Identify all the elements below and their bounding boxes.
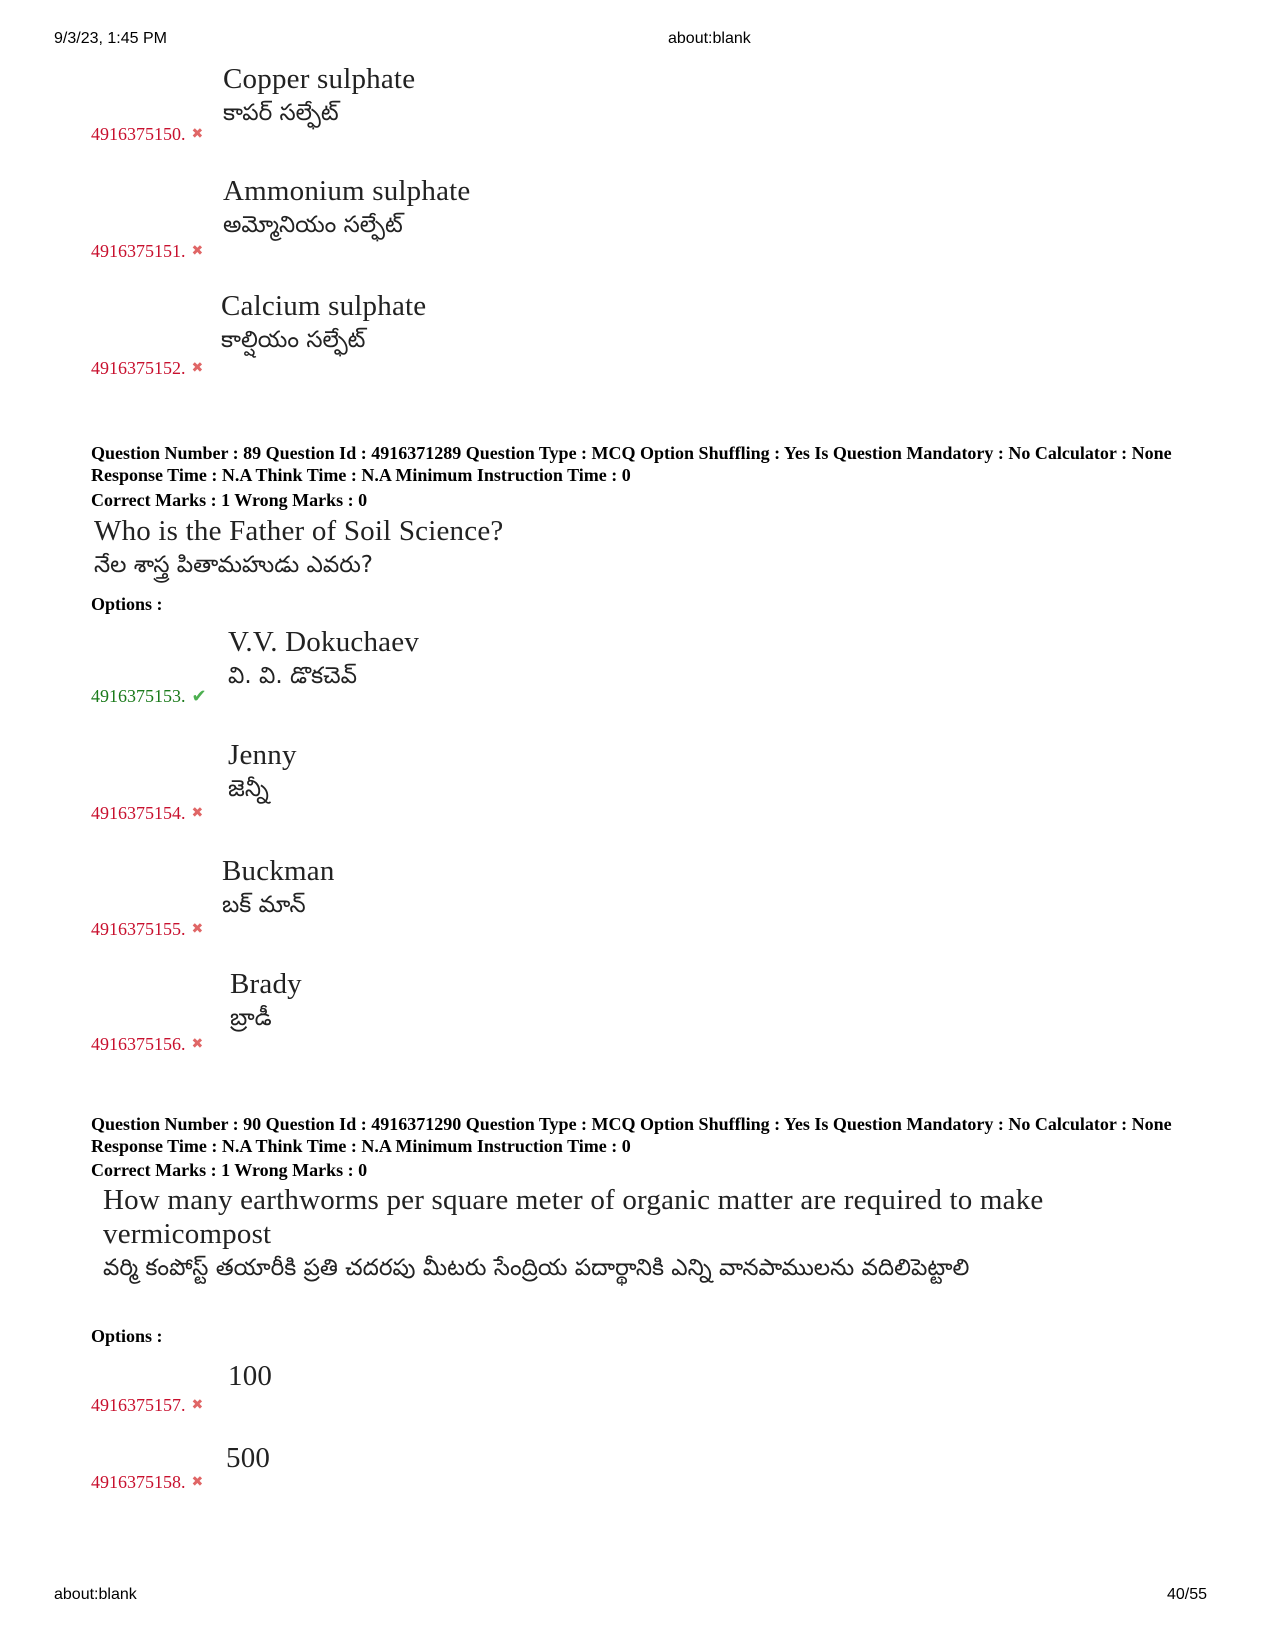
option-id: 4916375158. ✖: [91, 1472, 204, 1492]
question-english-line2: vermicompost: [103, 1218, 272, 1250]
option-id: 4916375150. ✖: [91, 124, 204, 144]
wrong-mark-icon: ✖: [191, 805, 204, 821]
option-telugu: అమ్మోనియం సల్ఫేట్: [223, 212, 403, 238]
wrong-mark-icon: ✖: [191, 1474, 204, 1490]
option-telugu: కాపర్ సల్ఫేట్: [223, 100, 339, 126]
option-english: Buckman: [222, 855, 335, 887]
option-text: [223, 62, 415, 130]
option-telugu: జెన్నీ: [228, 776, 269, 802]
question-marks: Correct Marks : 1 Wrong Marks : 0: [91, 490, 368, 510]
option-text: [230, 967, 302, 1035]
option-id: 4916375153. ✔: [91, 686, 207, 707]
page-number: 40/55: [1167, 1586, 1208, 1603]
question-english-line1: How many earthworms per square meter of organic matter are required to make: [103, 1184, 1044, 1216]
print-datetime: 9/3/23, 1:45 PM: [54, 30, 167, 47]
option-telugu: వి. వి. డొకచెవ్: [228, 663, 357, 689]
option-id: 4916375154. ✖: [91, 803, 204, 823]
option-english: Calcium sulphate: [221, 290, 427, 322]
wrong-mark-icon: ✖: [191, 1036, 204, 1052]
question-english: Who is the Father of Soil Science?: [94, 515, 504, 547]
wrong-mark-icon: ✖: [191, 1397, 204, 1413]
question-telugu: నేల శాస్త్ర పితామహుడు ఎవరు?: [94, 552, 373, 578]
option-id: 4916375157. ✖: [91, 1395, 204, 1415]
option-text: [228, 625, 419, 693]
option-text: [221, 289, 426, 357]
correct-check-icon: ✔: [191, 686, 207, 707]
footer-url: about:blank: [54, 1586, 137, 1603]
option-id: 4916375156. ✖: [91, 1034, 204, 1054]
question-text: [103, 1183, 1043, 1285]
option-id: 4916375155. ✖: [91, 919, 204, 939]
print-url: about:blank: [668, 30, 751, 47]
option-id: 4916375152. ✖: [91, 358, 204, 378]
wrong-mark-icon: ✖: [191, 360, 204, 376]
option-text: [228, 738, 297, 806]
option-id: 4916375151. ✖: [91, 241, 204, 261]
option-text: [222, 854, 335, 922]
question-text: [94, 514, 503, 582]
option-text: [223, 174, 470, 242]
option-english: Copper sulphate: [223, 63, 416, 95]
wrong-mark-icon: ✖: [191, 921, 204, 937]
option-telugu: కాల్షియం సల్ఫేట్: [221, 327, 366, 353]
option-telugu: బ్రాడీ: [230, 1005, 272, 1031]
option-english: Brady: [230, 968, 302, 1000]
wrong-mark-icon: ✖: [191, 243, 204, 259]
option-telugu: బక్ మాన్: [222, 892, 306, 918]
question-meta: Question Number : 90 Question Id : 4916371290 Question Type : MCQ Option Shuffling : Yes Is Question Mandatory : No Calculator : None Response Time : N.A Think Time : N.A Minimum Instruction Time : 0: [91, 1114, 1172, 1156]
option-english: Jenny: [228, 739, 297, 771]
option-english: Ammonium sulphate: [223, 175, 471, 207]
option-text: [226, 1441, 270, 1475]
options-label: Options :: [91, 594, 163, 614]
question-telugu: వర్మి కంపోస్ట్ తయారీకి ప్రతి చదరపు మీటరు సేంద్రియ పదార్థానికి ఎన్ని వానపాములను వదిలిపెట్టాలి: [103, 1255, 970, 1281]
wrong-mark-icon: ✖: [191, 126, 204, 142]
option-english: 500: [226, 1442, 271, 1474]
option-text: [228, 1359, 272, 1393]
question-meta: Question Number : 89 Question Id : 4916371289 Question Type : MCQ Option Shuffling : Yes Is Question Mandatory : No Calculator : None Response Time : N.A Think Time : N.A Minimum Instruction Time : 0: [91, 443, 1172, 485]
option-english: 100: [228, 1360, 273, 1392]
options-label: Options :: [91, 1326, 163, 1346]
option-english: V.V. Dokuchaev: [228, 626, 420, 658]
question-marks: Correct Marks : 1 Wrong Marks : 0: [91, 1160, 368, 1180]
